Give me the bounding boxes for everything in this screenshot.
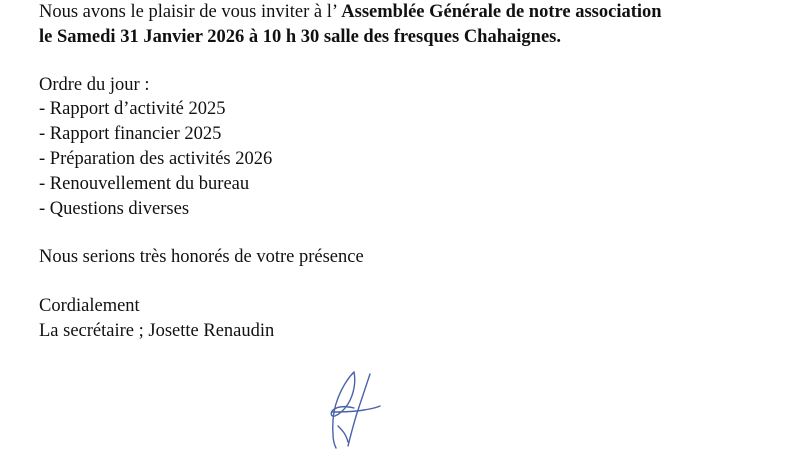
closing-salutation: Cordialement bbox=[39, 296, 140, 316]
signature-strokes bbox=[331, 372, 380, 448]
agenda-item: - Préparation des activités 2026 bbox=[39, 149, 273, 169]
closing-honored: Nous serions très honorés de votre présence bbox=[39, 247, 364, 267]
closing-signatory: La secrétaire ; Josette Renaudin bbox=[39, 321, 275, 341]
agenda-item: - Rapport d’activité 2025 bbox=[39, 99, 226, 119]
invitation-intro: Nous avons le plaisir de vous inviter à l’ bbox=[39, 2, 342, 22]
agenda-item: - Renouvellement du bureau bbox=[39, 174, 250, 194]
agenda-item: - Rapport financier 2025 bbox=[39, 124, 222, 144]
invitation-assembly: Assemblée Générale de notre association bbox=[341, 2, 662, 22]
agenda-heading: Ordre du jour : bbox=[39, 75, 150, 95]
agenda-item: - Questions diverses bbox=[39, 199, 190, 219]
invitation-line-1 bbox=[39, 0, 662, 24]
handwritten-signature bbox=[318, 368, 388, 450]
invitation-date-location: le Samedi 31 Janvier 2026 à 10 h 30 salle des fresques Chahaignes. bbox=[39, 27, 561, 47]
